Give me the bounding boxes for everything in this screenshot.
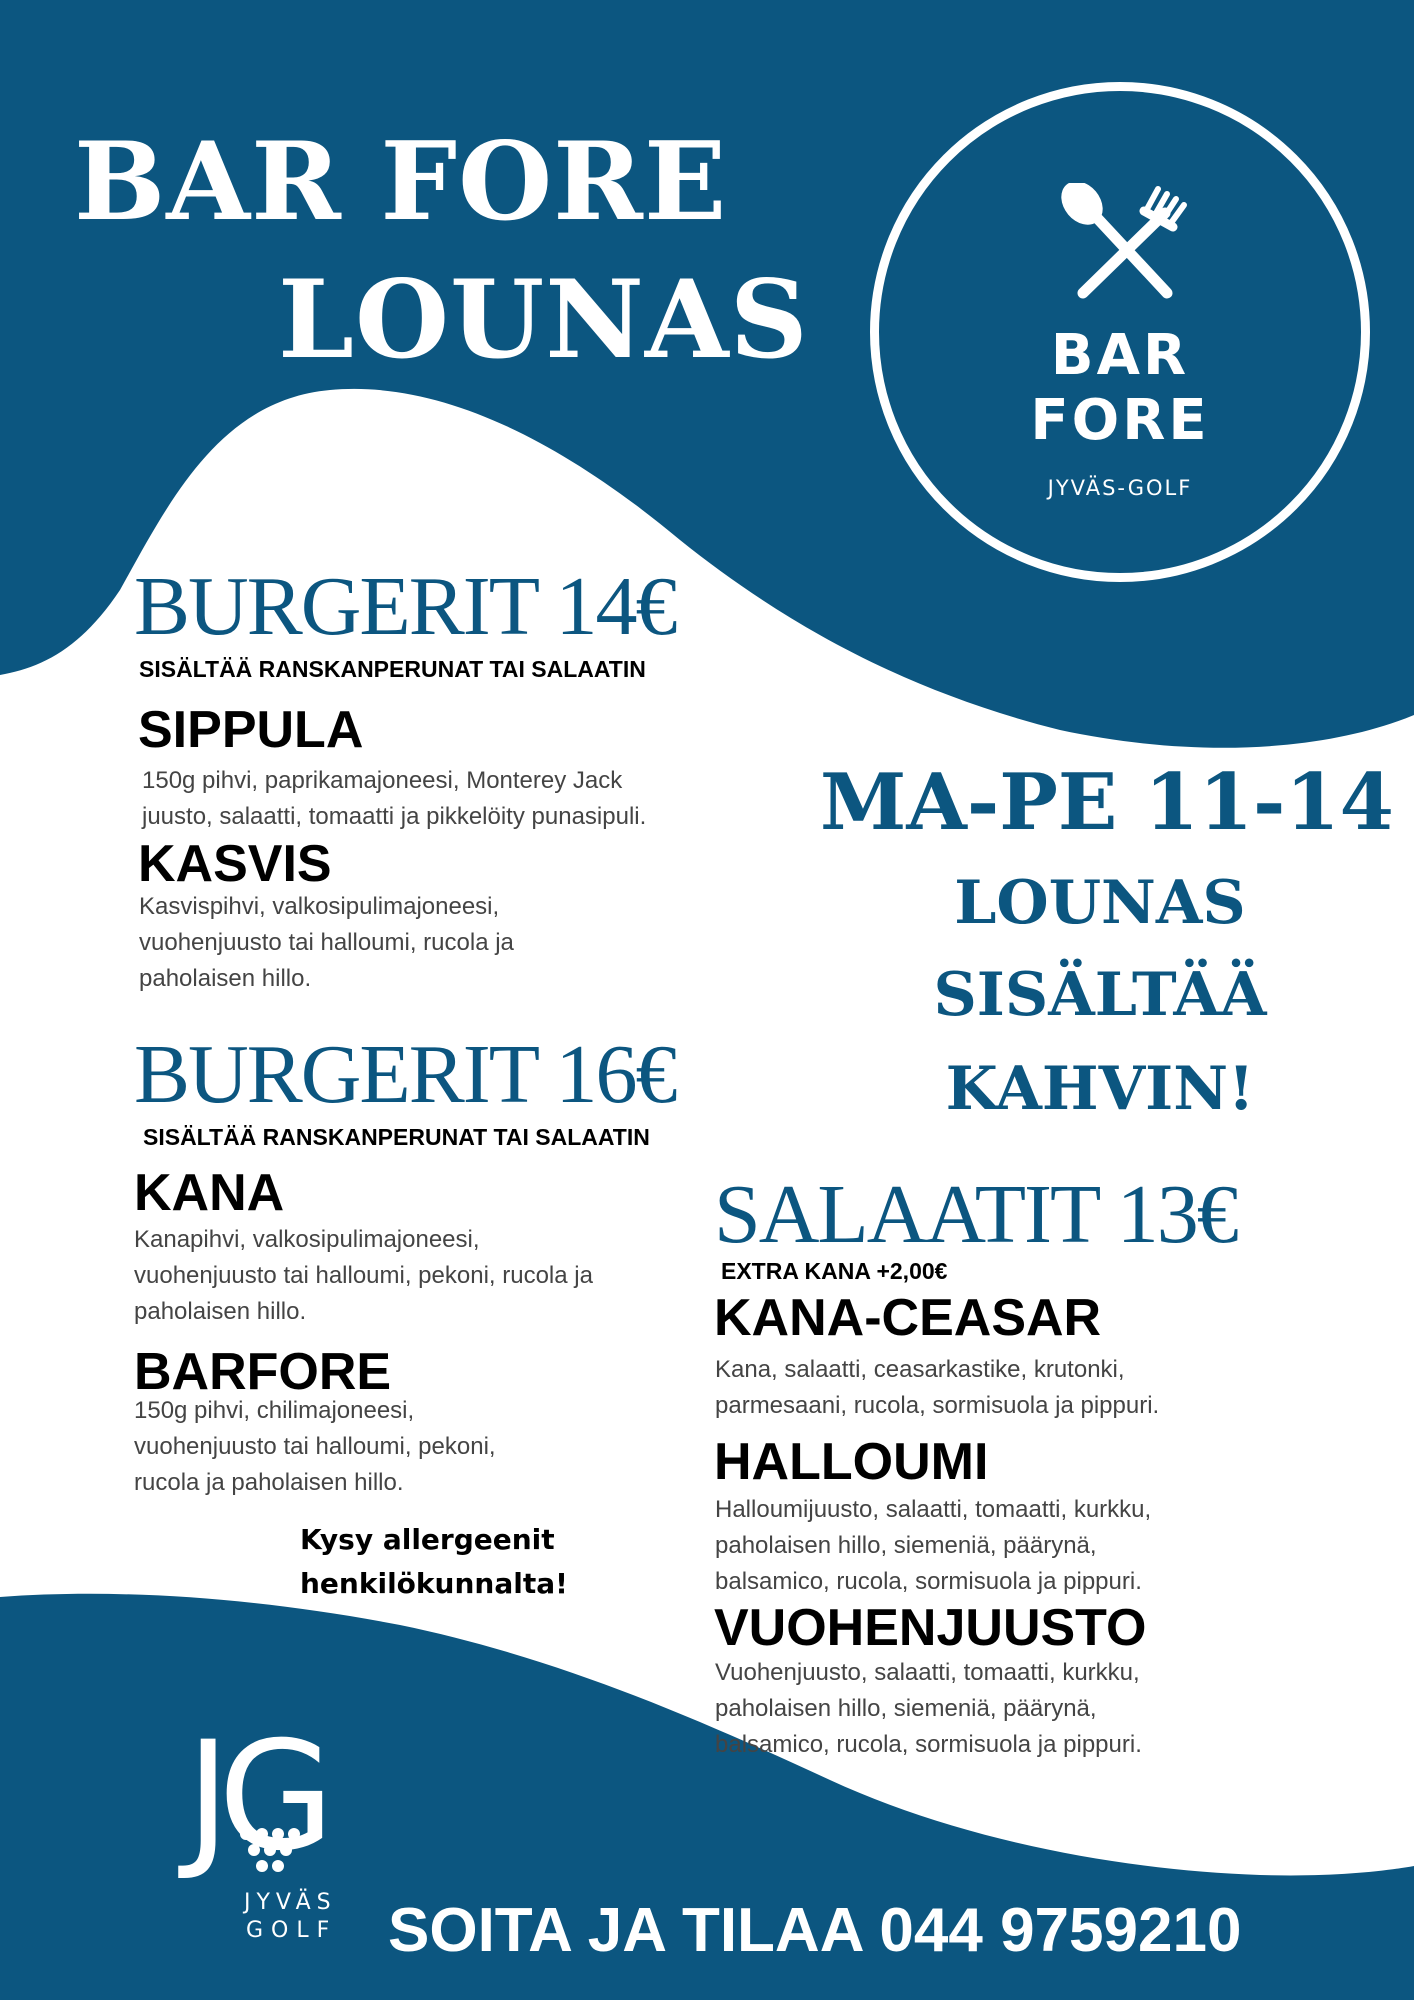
allergy-note-line1: Kysy allergeenit [300, 1523, 555, 1556]
allergy-note-line2: henkilökunnalta! [300, 1567, 568, 1600]
item-desc-kana-ceasar: Kana, salaatti, ceasarkastike, krutonki, parmesaani, rucola, sormisuola ja pippuri. [715, 1356, 1160, 1419]
cutlery-icon [1055, 183, 1195, 303]
item-desc-halloumi: Halloumijuusto, salaatti, tomaatti, kurkku, paholaisen hillo, siemeniä, päärynä, balsamico, rucola, sormisuola ja pippuri. [715, 1496, 1152, 1595]
title-line2: LOUNAS [278, 257, 809, 383]
salads-title: SALAATIT 13€ [714, 1168, 1237, 1261]
logo-jyvas: JYVÄS [244, 1890, 337, 1915]
item-name-barfore: BARFORE [134, 1343, 392, 1401]
item-desc-barfore: 150g pihvi, chilimajoneesi, vuohenjuusto tai halloumi, pekoni, rucola ja paholaisen hillo. [134, 1397, 496, 1496]
burgers-14-title: BURGERIT 14€ [134, 560, 676, 653]
jyvas-golf-logo [186, 1710, 356, 1950]
salads-note: EXTRA KANA +2,00€ [721, 1258, 948, 1284]
logo-line-bar: BAR [1050, 323, 1190, 388]
item-name-halloumi: HALLOUMI [714, 1433, 989, 1491]
allergy-note [300, 1518, 568, 1606]
item-name-kana-ceasar: KANA-CEASAR [714, 1289, 1102, 1347]
item-name-sippula: SIPPULA [138, 701, 364, 759]
item-desc-kana: Kanapihvi, valkosipulimajoneesi, vuohenjuusto tai halloumi, pekoni, rucola ja paholaisen hillo. [134, 1226, 593, 1325]
logo-line-fore: FORE [1030, 388, 1210, 453]
promo-sisaltaa: SISÄLTÄÄ [933, 960, 1267, 1030]
logo-letters: JG [186, 1710, 323, 1884]
promo-hours: MA-PE 11-14 [820, 757, 1394, 848]
promo-lounas: LOUNAS [954, 868, 1246, 938]
bar-fore-logo [870, 82, 1370, 582]
item-desc-kasvis: Kasvispihvi, valkosipulimajoneesi, vuohenjuusto tai halloumi, rucola ja paholaisen hillo. [139, 893, 514, 992]
item-name-kasvis: KASVIS [138, 835, 332, 893]
item-name-vuohenjuusto: VUOHENJUUSTO [714, 1599, 1147, 1657]
call-to-order: SOITA JA TILAA 044 9759210 [388, 1896, 1242, 1965]
burgers-14-note: SISÄLTÄÄ RANSKANPERUNAT TAI SALAATIN [139, 656, 646, 682]
title-line1: BAR FORE [74, 119, 728, 245]
logo-subtitle: JYVÄS-GOLF [1047, 476, 1193, 500]
burgers-16-note: SISÄLTÄÄ RANSKANPERUNAT TAI SALAATIN [143, 1124, 650, 1150]
item-desc-sippula: 150g pihvi, paprikamajoneesi, Monterey Jack juusto, salaatti, tomaatti ja pikkelöity punasipuli. [142, 767, 647, 830]
burgers-16-title: BURGERIT 16€ [134, 1028, 676, 1121]
logo-golf: GOLF [246, 1918, 338, 1943]
promo-kahvin: KAHVIN! [945, 1054, 1255, 1124]
item-desc-vuohenjuusto: Vuohenjuusto, salaatti, tomaatti, kurkku, paholaisen hillo, siemeniä, päärynä, balsamico, rucola, sormisuola ja pippuri. [715, 1659, 1142, 1758]
item-name-kana: KANA [134, 1164, 285, 1222]
